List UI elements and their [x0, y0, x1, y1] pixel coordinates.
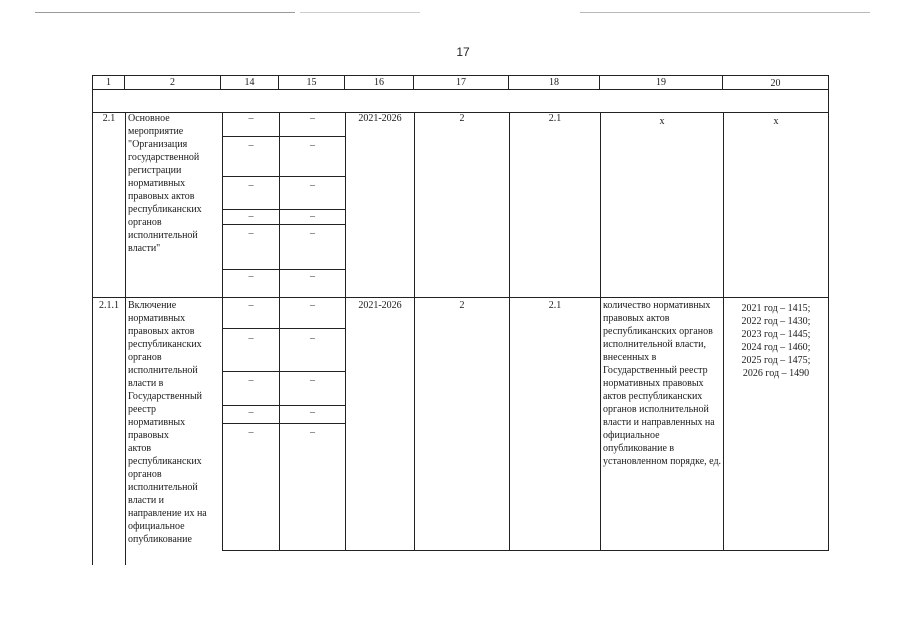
event-name-line: исполнительной: [128, 230, 198, 241]
event-name-line: правовых актов: [128, 191, 195, 202]
dash-cell: –: [248, 113, 254, 124]
dash-cell: –: [248, 300, 254, 311]
period-cell: 2021-2026: [358, 300, 402, 311]
table-border: [828, 75, 829, 551]
dash-cell: –: [248, 427, 254, 438]
event-name-line: власти в: [128, 378, 164, 389]
target-value-line: 2023 год – 1445;: [741, 329, 811, 340]
indicator-line: органов исполнительной: [603, 404, 709, 415]
row-number: 2.1: [102, 113, 116, 124]
event-name-line: республиканских: [128, 456, 202, 467]
indicator-line: количество нормативных: [603, 300, 711, 311]
scan-artifact-line: [35, 12, 295, 13]
event-name-line: исполнительной: [128, 365, 198, 376]
table-border: [222, 371, 345, 372]
dash-cell: –: [248, 180, 254, 191]
dash-cell: –: [310, 300, 315, 311]
table-border: [222, 269, 345, 270]
header-cell: 16: [374, 77, 384, 88]
table-border: [222, 405, 345, 406]
indicator-line: республиканских органов: [603, 326, 713, 337]
dash-cell: –: [310, 228, 315, 239]
indicator-line: опубликование в: [603, 443, 675, 454]
table-border: [92, 297, 829, 298]
event-name-line: органов: [128, 352, 162, 363]
event-name-line: "Организация: [128, 139, 188, 150]
table-border: [92, 89, 829, 90]
dash-cell: –: [310, 333, 315, 344]
header-cell: 20: [770, 78, 781, 89]
indicator-line: исполнительной власти,: [603, 339, 706, 350]
dash-cell: –: [310, 271, 315, 282]
event-name-line: нормативных: [128, 178, 186, 189]
header-cell: 2: [170, 77, 175, 88]
event-name-line: нормативных: [128, 417, 186, 428]
header-cell: 15: [306, 77, 317, 88]
table-border: [125, 112, 126, 565]
header-cell: 17: [456, 77, 466, 88]
dash-cell: –: [310, 180, 315, 191]
scan-artifact-line: [580, 12, 870, 13]
indicator-line: актов республиканских: [603, 391, 703, 402]
event-name-line: направление их на: [128, 508, 207, 519]
col18-cell: 2.1: [548, 300, 562, 311]
event-name-line: власти и: [128, 495, 165, 506]
target-values-cell: х: [773, 116, 779, 127]
table-border: [92, 75, 93, 565]
indicator-line: Государственный реестр: [603, 365, 708, 376]
event-name-line: опубликование: [128, 534, 192, 545]
dash-cell: –: [248, 407, 254, 418]
dash-cell: –: [248, 333, 254, 344]
header-cell: 14: [244, 77, 255, 88]
indicator-line: правовых актов: [603, 313, 670, 324]
table-border: [222, 112, 223, 551]
table-border: [509, 112, 510, 551]
event-name-line: реестр: [128, 404, 157, 415]
table-border: [600, 112, 601, 551]
event-name-line: Основное: [128, 113, 170, 124]
page-number: 17: [456, 45, 470, 59]
dash-cell: –: [248, 375, 254, 386]
indicator-cell: х: [659, 116, 665, 127]
event-name-line: республиканских: [128, 204, 202, 215]
indicator-line: власти и направленных на: [603, 417, 715, 428]
dash-cell: –: [310, 407, 315, 418]
event-name-line: официальное: [128, 521, 185, 532]
table-border: [222, 423, 345, 424]
header-cell: 18: [549, 77, 559, 88]
event-name-line: мероприятие: [128, 126, 184, 137]
target-value-line: 2021 год – 1415;: [741, 303, 811, 314]
dash-cell: –: [310, 211, 315, 222]
dash-cell: –: [310, 113, 315, 124]
indicator-line: нормативных правовых: [603, 378, 704, 389]
event-name-line: органов: [128, 217, 162, 228]
dash-cell: –: [310, 427, 315, 438]
table-border: [222, 176, 345, 177]
col17-cell: 2: [459, 300, 465, 311]
event-name-line: нормативных: [128, 313, 186, 324]
event-name-line: республиканских: [128, 339, 202, 350]
period-cell: 2021-2026: [358, 113, 402, 124]
table-border: [222, 136, 345, 137]
indicator-line: официальное: [603, 430, 660, 441]
event-name-line: Включение: [128, 300, 177, 311]
event-name-line: органов: [128, 469, 162, 480]
indicator-line: внесенных в: [603, 352, 657, 363]
target-value-line: 2026 год – 1490: [742, 368, 810, 379]
target-value-line: 2022 год – 1430;: [741, 316, 811, 327]
event-name-line: исполнительной: [128, 482, 198, 493]
target-value-line: 2024 год – 1460;: [741, 342, 811, 353]
dash-cell: –: [310, 375, 315, 386]
table-border: [345, 112, 346, 551]
event-name-line: актов: [128, 443, 152, 454]
table-border: [414, 112, 415, 551]
event-name-line: регистрации: [128, 165, 182, 176]
table-border: [279, 112, 280, 551]
dash-cell: –: [248, 228, 254, 239]
dash-cell: –: [248, 211, 254, 222]
dash-cell: –: [248, 271, 254, 282]
table-border: [222, 224, 345, 225]
event-name-line: правовых: [128, 430, 169, 441]
dash-cell: –: [310, 140, 315, 151]
target-value-line: 2025 год – 1475;: [741, 355, 811, 366]
col17-cell: 2: [459, 113, 465, 124]
indicator-line: установленном порядке, ед.: [603, 456, 722, 467]
header-cell: 19: [656, 77, 666, 88]
table-border: [222, 209, 345, 210]
event-name-line: Государственный: [128, 391, 203, 402]
dash-cell: –: [248, 140, 254, 151]
event-name-line: правовых актов: [128, 326, 195, 337]
event-name-line: власти": [128, 243, 161, 254]
table-border: [222, 550, 829, 551]
header-cell: 1: [106, 77, 111, 88]
row-number: 2.1.1: [99, 300, 119, 311]
event-name-line: государственной: [128, 152, 200, 163]
table-border: [222, 328, 345, 329]
col18-cell: 2.1: [548, 113, 562, 124]
scan-artifact-line: [300, 12, 420, 13]
